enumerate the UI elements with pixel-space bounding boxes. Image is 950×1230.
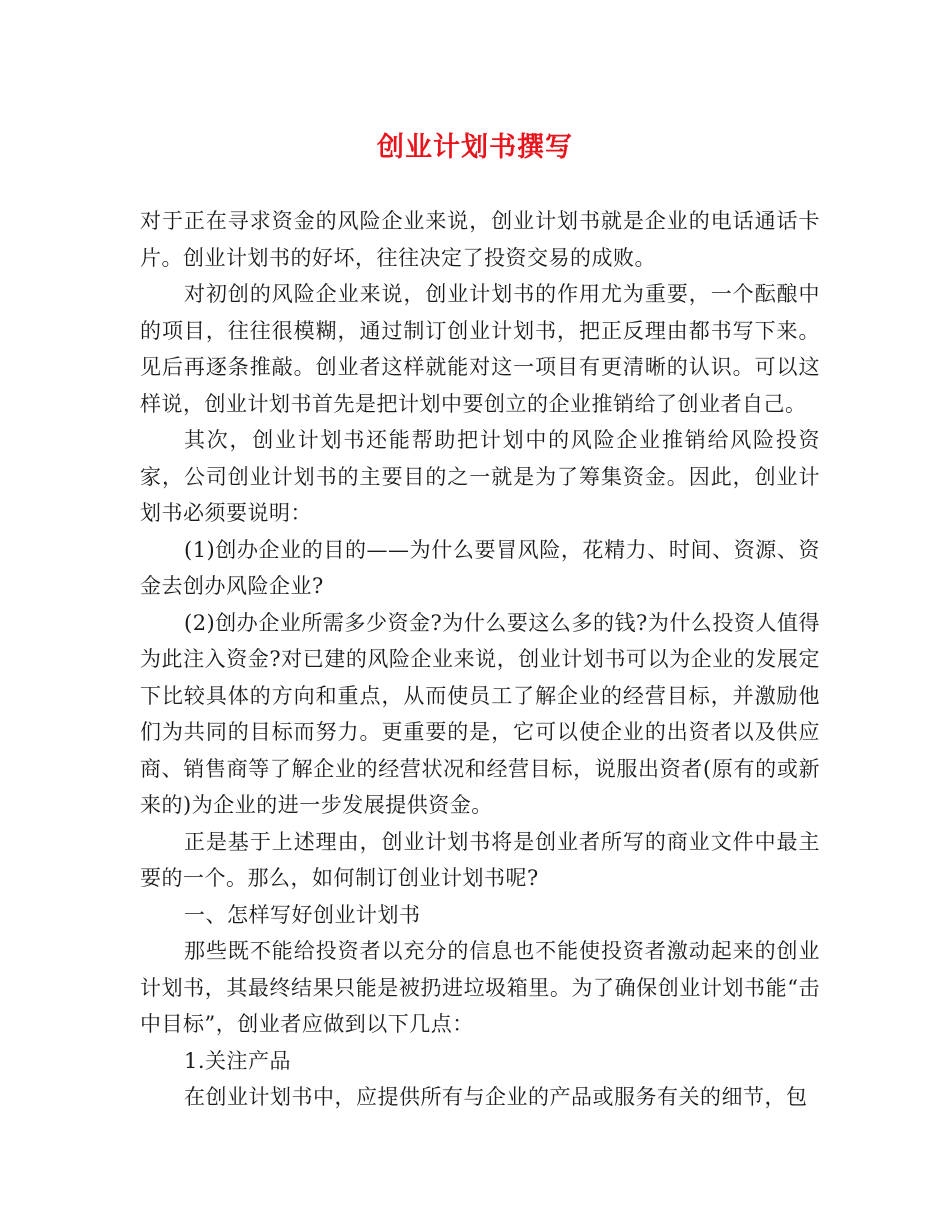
section-heading: 一、怎样写好创业计划书 (184, 902, 421, 927)
paragraph: (2)创办企业所需多少资金?为什么要这么多的钱?为什么投资人值得为此注入资金?对已建的风险企业来说，创业计划书可以为企业的发展定下比较具体的方向和重点，从而使员工了解企业的经营目标，并激励他们为共同的目标而努力。更重要的是，它可以使企业的出资者以及供应商、销售商等了解企业的经营状况和经营目标，说服出资者(原有的或新来的)为企业的进一步发展提供资金。 (140, 610, 820, 817)
document-title: 创业计划书撰写 (377, 132, 573, 163)
paragraph: 其次，创业计划书还能帮助把计划中的风险企业推销给风险投资家，公司创业计划书的主要目的之一就是为了筹集资金。因此，创业计划书必须要说明： (140, 428, 820, 525)
paragraph: 对于正在寻求资金的风险企业来说，创业计划书就是企业的电话通话卡片。创业计划书的好坏，往往决定了投资交易的成败。 (140, 209, 820, 270)
document-body (140, 203, 820, 1116)
paragraph: 那些既不能给投资者以充分的信息也不能使投资者激动起来的创业计划书，其最终结果只能是被扔进垃圾箱里。为了确保创业计划书能“击中目标”，创业者应做到以下几点： (140, 939, 820, 1036)
paragraph: 在创业计划书中，应提供所有与企业的产品或服务有关的细节，包 (184, 1085, 808, 1109)
subsection-heading: 1.关注产品 (184, 1048, 292, 1073)
paragraph: (1)创办企业的目的——为什么要冒风险，花精力、时间、资源、资金去创办风险企业? (140, 537, 820, 598)
paragraph: 正是基于上述理由，创业计划书将是创业者所写的商业文件中最主要的一个。那么，如何制订创业计划书呢? (140, 829, 820, 890)
paragraph: 对初创的风险企业来说，创业计划书的作用尤为重要，一个酝酿中的项目，往往很模糊，通过制订创业计划书，把正反理由都书写下来。见后再逐条推敲。创业者这样就能对这一项目有更清晰的认识。可以这样说，创业计划书首先是把计划中要创立的企业推销给了创业者自己。 (140, 282, 820, 416)
